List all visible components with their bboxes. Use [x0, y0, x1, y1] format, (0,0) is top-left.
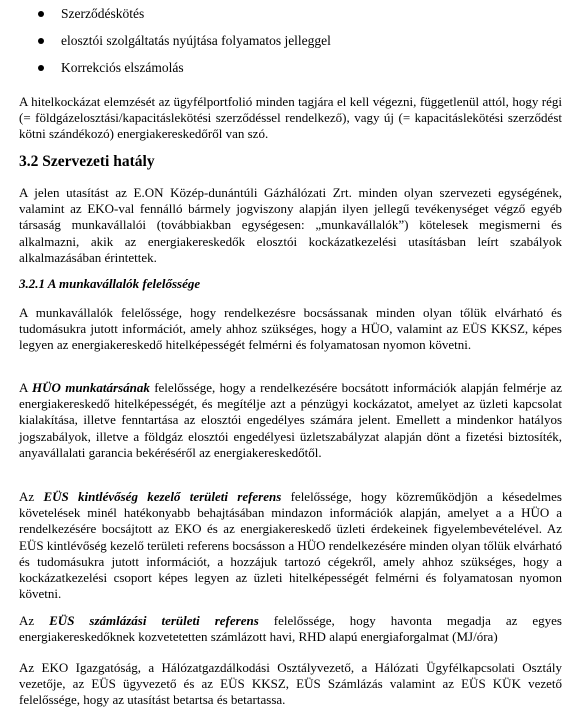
paragraph-eus-szamlazasi — [19, 613, 562, 645]
list-item-text: elosztói szolgáltatás nyújtása folyamatos jelleggel — [61, 33, 331, 48]
eus-kintlevoseg-pre-text: Az — [19, 489, 44, 504]
paragraph-hue — [19, 380, 562, 461]
list-item-text: Korrekciós elszámolás — [61, 60, 184, 75]
list-item — [0, 33, 581, 60]
eus-kintlevoseg-role: EÜS kintlévőség kezelő területi referens — [43, 489, 282, 504]
paragraph-final: Az EKO Igazgatóság, a Hálózatgazdálkodási Osztályvezető, a Hálózati Ügyfélkapcsolati Osztály vezetője, az EÜS ügyvezető és az EÜS KKSZ, EÜS Számlázás valamint az EÜS KÜK vezető felelőssége, hogy az utasítást betartsa és betartassa. — [19, 660, 562, 708]
paragraph-scope: A jelen utasítást az E.ON Közép-dunántúli Gázhálózati Zrt. minden olyan szervezeti egységének, valamint az EKO-val fennálló bármely jogviszony alapján ilyen jellegű tevékenységet végző egyéb társaság munkavállalói (továbbiakban egységesen: „munkavállalók”) kötelesek megismerni és alkalmazni, akik az energiakereskedők elosztói kockázatkezelési utasításban leírt szabályok alkalmazásában érintettek. — [19, 185, 562, 265]
eus-szamlazasi-pre-text: Az — [19, 613, 50, 628]
section-heading: 3.2 Szervezeti hatály — [19, 153, 155, 170]
paragraph-credit-risk: A hitelkockázat elemzését az ügyfélportfolió minden tagjára el kell végezni, függetlenül attól, hogy régi (= földgázelosztási/kapacitáslekötési szerződéssel rendelkező), vagy új (= kapacitáslekötési szerződést kötni szándékozó) energiakereskedőről van szó. — [19, 94, 562, 142]
bullet-list — [0, 6, 581, 87]
subsection-heading: 3.2.1 A munkavállalók felelőssége — [19, 276, 201, 291]
bullet-dot-icon — [38, 11, 44, 17]
hue-text: felelőssége, hogy a rendelkezésére bocsátott információk alapján felmérje az energiakereskedő hitelképességét, és megítélje azt a pénzügyi kockázatot, amelyet az üzleti kapcsolat kialakítása, illetve fenntartása az elosztói engedélyes számára jelent. Emellett a mindenkor hatályos jogszabályok, illetve a földgáz elosztói engedélyesi üzletszabályzat alapján dönt a fizetési biztosíték, anyavállalati garancia bekéréséről az energiakereskedőtől. — [19, 380, 563, 460]
eus-szamlazasi-role: EÜS számlázási területi referens — [49, 613, 259, 628]
list-item — [0, 60, 581, 87]
eus-kintlevoseg-text: felelőssége, hogy közreműködjön a késedelmes követelések minél hatékonyabb behajtásában mindazon információk alapján, amelyet a a HÜO a rendelkezésére bocsájtott az EKO és az energiakereskedő üzleti érdekeinek figyelembevételével. Az EÜS kintlévőség kezelő területi referens bocsásson a HÜO rendelkezésére minden olyan tőlük elvárható és tudomásukra jutott információt, a hozzájuk tartozó cégekről, amely ahhoz szükséges, hogy a kockázatkezelési csoport képes legyen az üzleti hitelképességét felmérni és folyamatosan nyomon követni. — [19, 489, 562, 602]
eus-szamlazasi-text: felelőssége, hogy havonta megadja az egyes energiakereskedőknek kozvetetetten számlázott havi, RHD alapú energiaforgalmat (MJ/óra) — [19, 613, 562, 645]
paragraph-employees: A munkavállalók felelőssége, hogy rendelkezésre bocsássanak minden olyan tőlük elvárható és tudomásukra jutott információt, amely ahhoz szükséges, hogy a HÜO, valamint az EÜS KKSZ, képes legyen az energiakereskedő hitelképességét felmérni és folyamatosan nyomon követni. — [19, 305, 562, 353]
list-item-text: Szerződéskötés — [61, 6, 145, 21]
list-item — [0, 6, 581, 33]
bullet-dot-icon — [38, 38, 44, 44]
hue-role: HÜO munkatársának — [32, 380, 150, 395]
bullet-dot-icon — [38, 65, 44, 71]
hue-pre-text: A — [19, 380, 33, 395]
paragraph-eus-kintlevoseg — [19, 489, 562, 602]
